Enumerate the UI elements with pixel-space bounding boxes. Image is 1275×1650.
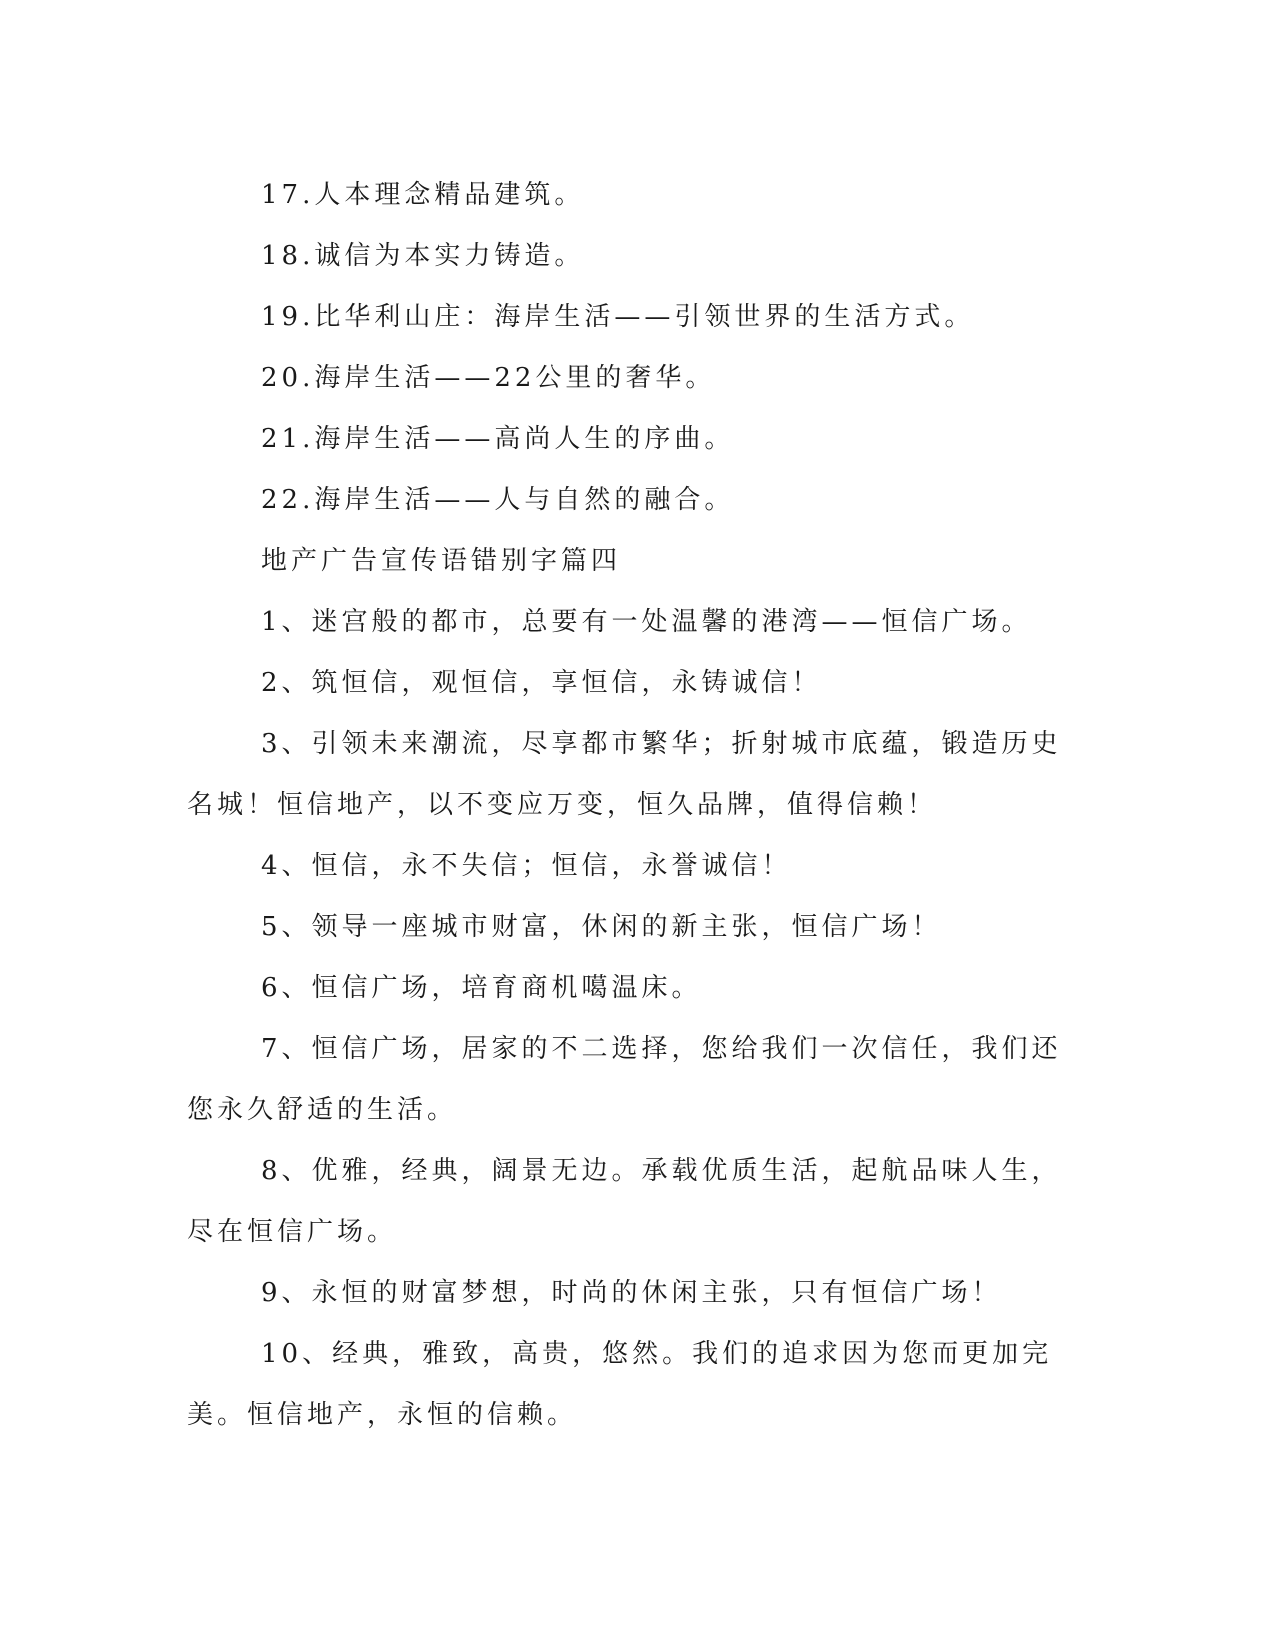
slogan-1: 1、迷宫般的都市，总要有一处温馨的港湾——恒信广场。 xyxy=(261,607,1032,637)
slogan-6: 6、恒信广场，培育商机噶温床。 xyxy=(261,973,702,1003)
slogan-4: 4、恒信，永不失信；恒信，永誉诚信！ xyxy=(261,851,792,881)
paragraph-17: 17.人本理念精品建筑。 xyxy=(261,180,585,210)
slogan-10: 10、经典，雅致，高贵，悠然。我们的追求因为您而更加完美。恒信地产，永恒的信赖。 xyxy=(187,1339,1053,1430)
slogan-9: 9、永恒的财富梦想，时尚的休闲主张，只有恒信广场！ xyxy=(261,1278,1002,1308)
paragraph-19: 19.比华利山庄：海岸生活——引领世界的生活方式。 xyxy=(261,302,975,332)
slogan-2: 2、筑恒信，观恒信，享恒信，永铸诚信！ xyxy=(261,668,822,698)
slogan-3: 3、引领未来潮流，尽享都市繁华；折射城市底蕴，锻造历史名城！恒信地产，以不变应万变，恒久品牌，值得信赖！ xyxy=(187,729,1062,820)
document-body xyxy=(187,165,1067,1446)
paragraph-21: 21.海岸生活——高尚人生的序曲。 xyxy=(261,424,735,454)
section-heading: 地产广告宣传语错别字篇四 xyxy=(261,546,622,576)
slogan-8: 8、优雅，经典，阔景无边。承载优质生活，起航品味人生，尽在恒信广场。 xyxy=(187,1156,1062,1247)
paragraph-20: 20.海岸生活——22公里的奢华。 xyxy=(261,363,716,393)
slogan-7: 7、恒信广场，居家的不二选择，您给我们一次信任，我们还您永久舒适的生活。 xyxy=(187,1034,1062,1125)
paragraph-18: 18.诚信为本实力铸造。 xyxy=(261,241,585,271)
slogan-5: 5、领导一座城市财富，休闲的新主张，恒信广场！ xyxy=(261,912,942,942)
paragraph-22: 22.海岸生活——人与自然的融合。 xyxy=(261,485,735,515)
